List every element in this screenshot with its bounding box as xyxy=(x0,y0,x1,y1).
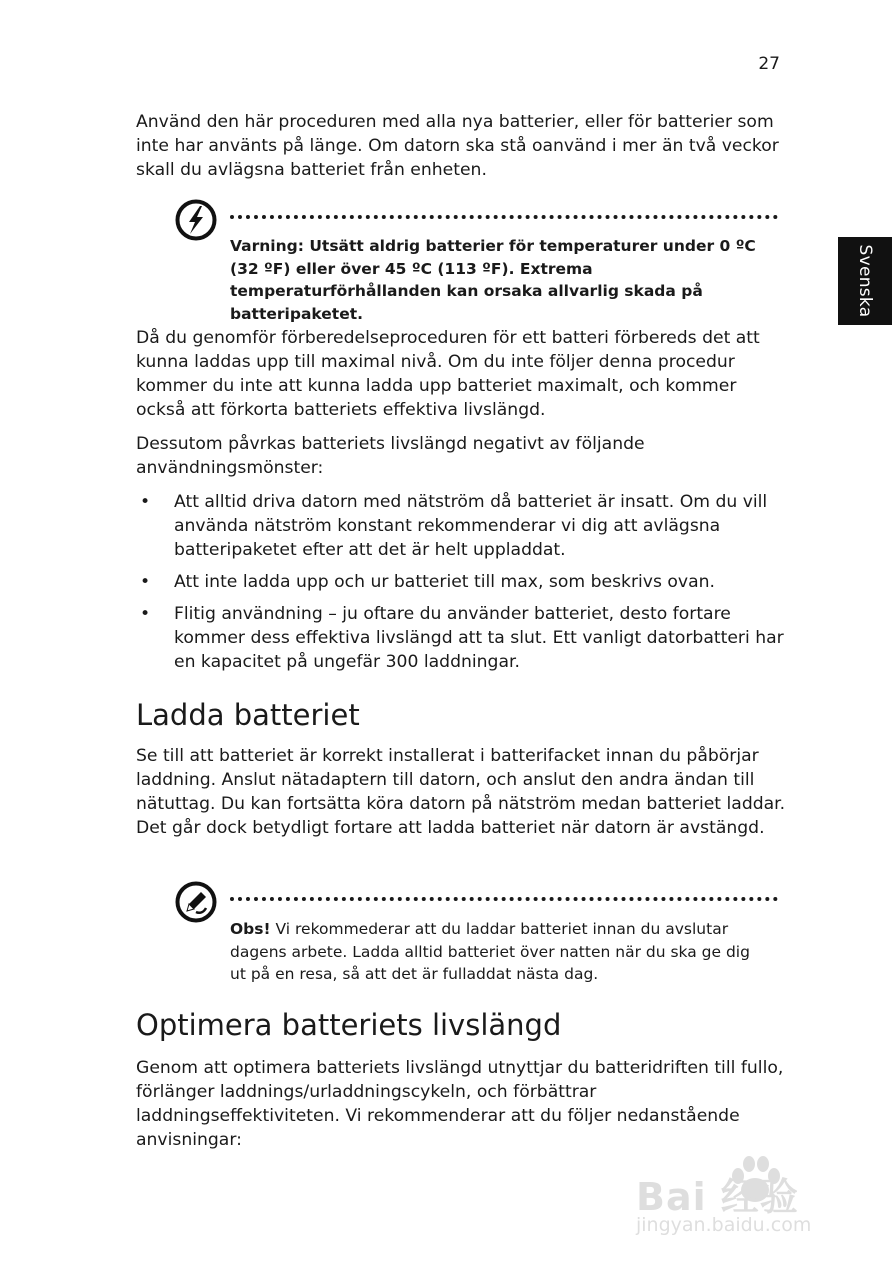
bullet-dot-icon: • xyxy=(140,604,151,624)
list-item xyxy=(136,570,786,594)
baidu-watermark xyxy=(636,1152,842,1248)
language-tab xyxy=(838,237,892,325)
note-text xyxy=(230,918,770,986)
list-item-text: Att alltid driva datorn med nätström då batteriet är insatt. Om du vill använda nätström konstant rekommenderar vi dig att avlägsna batteripaketet efter att det är helt uppladdat. xyxy=(174,492,768,560)
preparation-paragraph: Då du genomför förberedelseproceduren för ett batteri förbereds det att kunna laddas upp till maximal nivå. Om du inte följer denna procedur kommer du inte att kunna ladda upp batteriet maximalt, och kommer också att förkorta batteriets effektiva livslängd. xyxy=(136,328,760,420)
list-item xyxy=(136,602,786,674)
bullet-dot-icon: • xyxy=(140,492,151,512)
page-number: 27 xyxy=(758,54,780,74)
note-body: Vi rekommederar att du laddar batteriet innan du avslutar dagens arbete. Ladda alltid batteriet över natten när du ska ge dig ut på en resa, så att det är fulladdat nästa dag. xyxy=(230,920,750,983)
intro-paragraph: Använd den här proceduren med alla nya batterier, eller för batterier som inte har använts på länge. Om datorn ska stå oanvänd i mer än två veckor skall du avlägsna batteriet från enheten. xyxy=(136,112,779,180)
note-label: Obs! xyxy=(230,920,271,938)
optimize-paragraph: Genom att optimera batteriets livslängd utnyttjar du batteridriften till fullo, förlänger laddnings/urladdningscykeln, och förbättrar laddningseffektiviteten. Vi rekommenderar att du följer nedanstående anvisningar: xyxy=(136,1058,784,1150)
section-heading-optimize: Optimera batteriets livslängd xyxy=(136,1008,562,1042)
watermark-logo: Bai 经验 xyxy=(636,1175,799,1219)
list-item-text: Att inte ladda upp och ur batteriet till max, som beskrivs ovan. xyxy=(174,572,715,592)
watermark-url: jingyan.baidu.com xyxy=(636,1214,812,1236)
warning-bolt-icon xyxy=(174,198,218,242)
section-heading-charge: Ladda batteriet xyxy=(136,698,360,732)
list-item-text: Flitig användning – ju oftare du använder batteriet, desto fortare kommer dess effektiva livslängd att ta slut. Ett vanligt datorbatteri har en kapacitet på ungefär 300 laddningar. xyxy=(174,604,784,672)
language-tab-label: Svenska xyxy=(855,244,875,318)
charge-paragraph: Se till att batteriet är korrekt installerat i batterifacket innan du påbörjar laddning. Anslut nätadaptern till datorn, och anslut den andra ändan till nätuttag. Du kan fortsätta köra datorn på nätström medan batteriet laddar. Det går dock betydligt fortare att ladda batteriet när datorn är avstängd. xyxy=(136,746,786,838)
usage-intro-paragraph: Dessutom påvrkas batteriets livslängd negativt av följande användningsmönster: xyxy=(136,434,645,478)
list-item xyxy=(136,490,786,562)
note-pen-icon xyxy=(174,880,218,924)
warning-text: Varning: Utsätt aldrig batterier för temperaturer under 0 ºC (32 ºF) eller över 45 ºC (113 ºF). Extrema temperaturförhållanden kan orsaka allvarlig skada på batteripaketet. xyxy=(230,237,756,323)
warning-divider xyxy=(230,215,778,219)
usage-bullet-list xyxy=(136,490,786,682)
note-divider xyxy=(230,897,778,901)
bullet-dot-icon: • xyxy=(140,572,151,592)
